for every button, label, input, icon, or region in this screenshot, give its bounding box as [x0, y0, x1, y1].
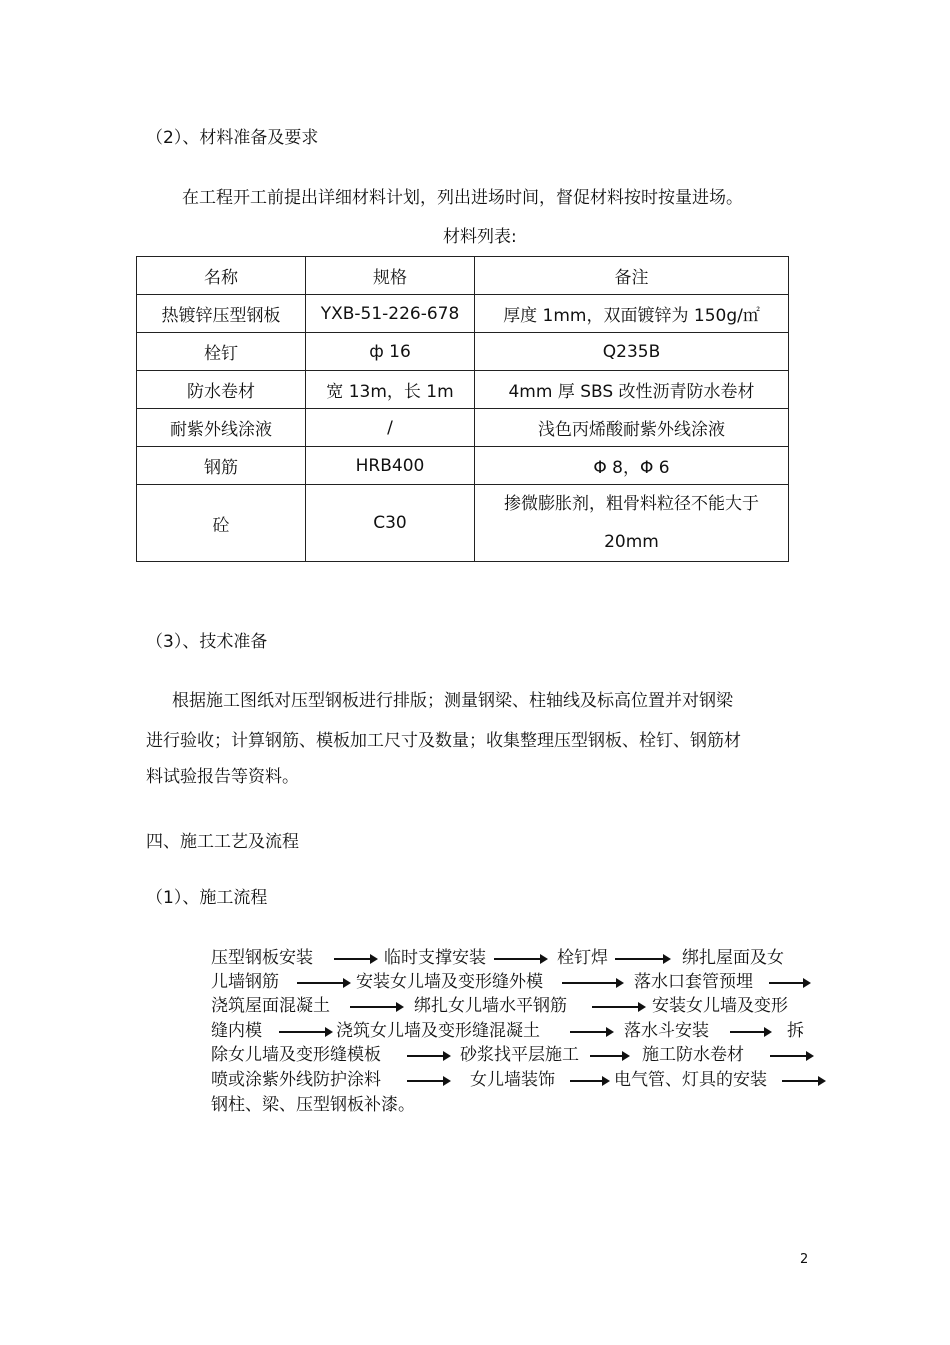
flow-step: 女儿墙装饰 — [470, 1070, 555, 1090]
table-caption: 材料列表: — [443, 227, 517, 247]
cell-note — [475, 485, 789, 562]
chapter-heading: 四、施工工艺及流程 — [146, 832, 299, 852]
materials-table — [136, 256, 789, 562]
cell-spec: C30 — [306, 485, 475, 562]
table-row — [137, 409, 789, 447]
tech-para-line3: 料试验报告等资料。 — [146, 767, 299, 787]
arrow-icon — [782, 1080, 824, 1082]
flow-step: 缝内模 — [211, 1021, 262, 1041]
cell-note: Q235B — [475, 333, 789, 371]
table-row — [137, 447, 789, 485]
arrow-icon — [350, 1006, 402, 1008]
flow-step: 安装女儿墙及变形 — [652, 996, 788, 1016]
cell-spec: 宽 13m，长 1m — [306, 371, 475, 409]
tech-heading: （3）、技术准备 — [146, 632, 268, 652]
cell-name: 热镀锌压型钢板 — [137, 295, 306, 333]
cell-name: 耐紫外线涂液 — [137, 409, 306, 447]
flow-step: 压型钢板安装 — [211, 948, 313, 968]
arrow-icon — [570, 1031, 612, 1033]
cell-note-line1: 掺微膨胀剂，粗骨料粒径不能大于 — [504, 494, 759, 514]
cell-spec: ф 16 — [306, 333, 475, 371]
arrow-icon — [770, 1055, 812, 1057]
cell-name: 砼 — [137, 485, 306, 562]
arrow-icon — [407, 1080, 449, 1082]
table-row — [137, 295, 789, 333]
header-spec: 规格 — [306, 257, 475, 295]
arrow-icon — [730, 1031, 770, 1033]
arrow-icon — [297, 982, 349, 984]
flow-step: 落水斗安装 — [624, 1021, 709, 1041]
cell-spec: YXB-51-226-678 — [306, 295, 475, 333]
cell-spec: HRB400 — [306, 447, 475, 485]
cell-name: 栓钉 — [137, 333, 306, 371]
cell-note: Φ 8，Φ 6 — [475, 447, 789, 485]
arrow-icon — [407, 1055, 449, 1057]
cell-note: 4mm 厚 SBS 改性沥青防水卷材 — [475, 371, 789, 409]
arrow-icon — [562, 982, 622, 984]
flow-step: 浇筑屋面混凝土 — [211, 996, 330, 1016]
flow-step: 绑扎屋面及女 — [682, 948, 784, 968]
flow-step: 施工防水卷材 — [642, 1045, 744, 1065]
cell-spec: / — [306, 409, 475, 447]
flow-step: 砂浆找平层施工 — [460, 1045, 579, 1065]
cell-note: 浅色丙烯酸耐紫外线涂液 — [475, 409, 789, 447]
flow-step: 临时支撑安装 — [384, 948, 486, 968]
flow-step: 栓钉焊 — [557, 948, 608, 968]
cell-note-line2: 20mm — [604, 532, 659, 552]
flow-step: 落水口套管预埋 — [634, 972, 753, 992]
cell-note: 厚度 1mm，双面镀锌为 150g/㎡ — [475, 295, 789, 333]
flow-step: 安装女儿墙及变形缝外模 — [356, 972, 543, 992]
arrow-icon — [769, 982, 809, 984]
flow-step: 电气管、灯具的安装 — [614, 1070, 767, 1090]
tech-para-line2: 进行验收；计算钢筋、模板加工尺寸及数量；收集整理压型钢板、栓钉、钢筋材 — [146, 731, 741, 751]
header-name: 名称 — [137, 257, 306, 295]
flow-heading: （1）、施工流程 — [146, 888, 268, 908]
materials-intro: 在工程开工前提出详细材料计划，列出进场时间，督促材料按时按量进场。 — [182, 188, 743, 208]
cell-name: 钢筋 — [137, 447, 306, 485]
table-row — [137, 485, 789, 562]
materials-heading: （2）、材料准备及要求 — [146, 128, 319, 148]
flow-step: 儿墙钢筋 — [211, 972, 279, 992]
arrow-icon — [334, 958, 376, 960]
flow-step: 钢柱、梁、压型钢板补漆。 — [211, 1095, 415, 1115]
cell-name: 防水卷材 — [137, 371, 306, 409]
arrow-icon — [590, 1055, 628, 1057]
flow-step: 拆 — [787, 1021, 804, 1041]
header-note: 备注 — [475, 257, 789, 295]
arrow-icon — [570, 1080, 608, 1082]
page-number: 2 — [800, 1252, 809, 1267]
arrow-icon — [494, 958, 546, 960]
table-header-row — [137, 257, 789, 295]
flow-step: 浇筑女儿墙及变形缝混凝土 — [336, 1021, 540, 1041]
table-row — [137, 333, 789, 371]
flow-step: 喷或涂紫外线防护涂料 — [211, 1070, 381, 1090]
arrow-icon — [279, 1031, 331, 1033]
arrow-icon — [592, 1006, 644, 1008]
table-row — [137, 371, 789, 409]
flow-step: 除女儿墙及变形缝模板 — [211, 1045, 381, 1065]
tech-para-line1: 根据施工图纸对压型钢板进行排版；测量钢梁、柱轴线及标高位置并对钢梁 — [172, 691, 733, 711]
arrow-icon — [615, 958, 669, 960]
flow-step: 绑扎女儿墙水平钢筋 — [414, 996, 567, 1016]
